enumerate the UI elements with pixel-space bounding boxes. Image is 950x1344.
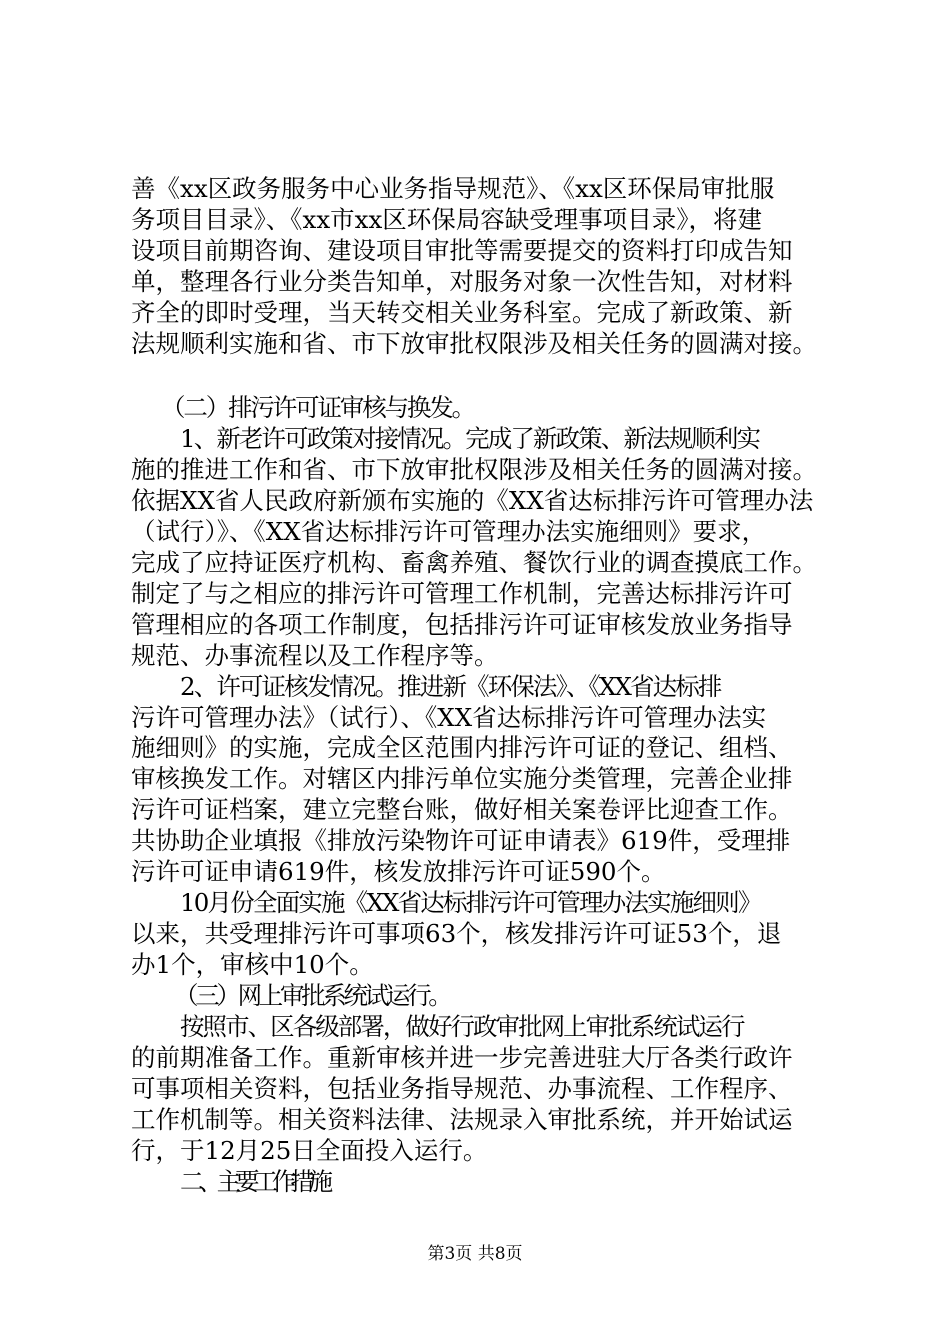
page-footer: 第3页 共8页	[427, 1244, 523, 1264]
text-line: 的前期准备工作。重新审核并进一步完善进驻大厅各类行政许	[131, 1043, 793, 1072]
text-line: 2、许可证核发情况。推进新《环保法》、《XX省达标排	[180, 672, 721, 701]
text-line: 污许可管理办法》（试行）、《XX省达标排污许可管理办法实	[131, 703, 767, 732]
text-line: 行，于12月25日全面投入运行。	[131, 1136, 488, 1165]
section-heading: （二）排污许可证审核与换发。	[161, 393, 474, 422]
text-line: 施的推进工作和省、市下放审批权限涉及相关任务的圆满对接。	[131, 455, 817, 484]
text-line: 规范、办事流程以及工作程序等。	[131, 641, 499, 670]
text-line: 齐全的即时受理，当天转交相关业务科室。完成了新政策、新	[131, 298, 793, 327]
text-line: 以来，共受理排污许可事项63个，核发排污许可证53个，退	[131, 919, 782, 948]
text-line: 管理相应的各项工作制度，包括排污许可证审核发放业务指导	[131, 610, 793, 639]
text-line: 务项目目录》、《xx市xx区环保局容缺受理事项目录》，将建	[131, 205, 763, 234]
text-line: 善《xx区政务服务中心业务指导规范》、《xx区环保局审批服	[131, 174, 775, 203]
text-line: 办1个，审核中10个。	[131, 950, 374, 979]
text-line: （试行）》、《XX省达标排污许可管理办法实施细则》要求，	[131, 517, 767, 546]
text-line: 可事项相关资料，包括业务指导规范、办事流程、工作程序、	[131, 1074, 793, 1103]
text-line: 制定了与之相应的排污许可管理工作机制，完善达标排污许可	[131, 579, 793, 608]
section-heading: （三）网上审批系统试运行。	[174, 981, 450, 1010]
text-line: 污许可证申请619件，核发放排污许可证590个。	[131, 857, 666, 886]
text-line: 完成了应持证医疗机构、畜禽养殖、餐饮行业的调查摸底工作。	[131, 548, 817, 577]
text-line: 法规顺利实施和省、市下放审批权限涉及相关任务的圆满对接。	[131, 329, 817, 358]
text-line: 污许可证档案，建立完整台账，做好相关案卷评比迎查工作。	[131, 795, 793, 824]
text-line: 10月份全面实施《XX省达标排污许可管理办法实施细则》	[180, 888, 761, 917]
text-line: 施细则》的实施，完成全区范围内排污许可证的登记、组档、	[131, 733, 793, 762]
text-line: 依据XX省人民政府新颁布实施的《XX省达标排污许可管理办法	[131, 486, 814, 515]
text-line: 1、新老许可政策对接情况。完成了新政策、新法规顺利实	[180, 424, 760, 453]
text-line: 按照市、区各级部署，做好行政审批网上审批系统试运行	[180, 1012, 744, 1041]
text-line: 设项目前期咨询、建设项目审批等需要提交的资料打印成告知	[131, 236, 793, 265]
section-heading: 二、主要工作措施	[180, 1167, 327, 1196]
text-line: 审核换发工作。对辖区内排污单位实施分类管理，完善企业排	[131, 764, 793, 793]
text-line: 工作机制等。相关资料法律、法规录入审批系统，并开始试运	[131, 1105, 793, 1134]
text-line: 共协助企业填报《排放污染物许可证申请表》619件，受理排	[131, 826, 791, 855]
text-line: 单，整理各行业分类告知单，对服务对象一次性告知，对材料	[131, 267, 793, 296]
